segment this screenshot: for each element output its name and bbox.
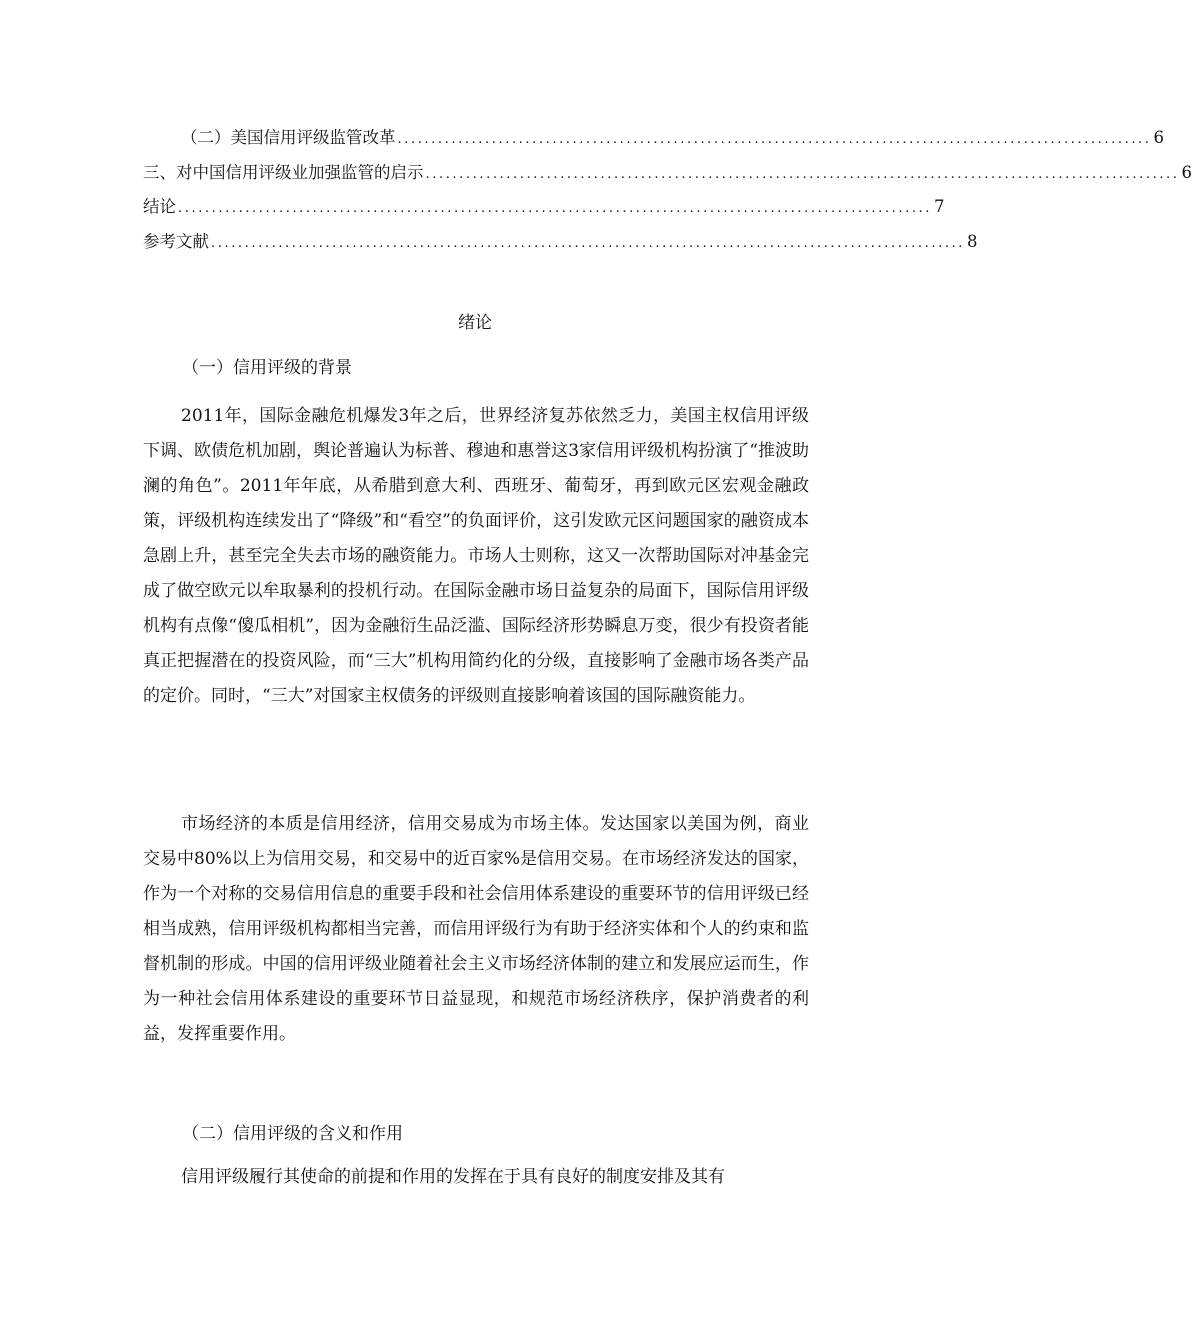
toc-entry-title: 结论 [143,197,176,216]
toc-page-number: 6 [1153,128,1165,147]
toc-page-number: 7 [934,197,945,216]
toc-entry[interactable] [143,124,1165,159]
toc-page-number: 8 [967,231,978,251]
toc-entry-title: 参考文献 [143,231,209,251]
toc-entry-title: 三、对中国信用评级业加强监管的启示 [143,162,424,182]
toc-dot-leader: ................................................................................................................ [178,201,933,216]
toc-entry[interactable] [143,193,945,228]
paragraph-background: 2011年，国际金融危机爆发3年之后，世界经济复苏依然乏力，美国主权信用评级下调、欧债危机加剧，舆论普遍认为标普、穆迪和惠誉这3家信用评级机构扮演了“推波助澜的角色”。2011年年底，从希腊到意大利、西班牙、葡萄牙，再到欧元区宏观金融政策，评级机构连续发出了“降级”和“看空”的负面评价，这引发欧元区问题国家的融资成本急剧上升，甚至完全失去市场的融资能力。市场人士则称，这又一次帮助国际对冲基金完成了做空欧元以牟取暴利的投机行动。在国际金融市场日益复杂的局面下，国际信用评级机构有点像“傻瓜相机”，因为金融衍生品泛滥、国际经济形势瞬息万变，很少有投资者能真正把握潜在的投资风险，而“三大”机构用简约化的分级，直接影响了金融市场各类产品的定价。同时，“三大”对国家主权债务的评级则直接影响着该国的国际融资能力。 [143,406,809,706]
section-heading-background: （一）信用评级的背景 [182,358,352,378]
toc-page-number: 6 [1181,162,1192,182]
toc-dot-leader: ................................................................................................................ [425,166,1180,182]
chapter-heading: 绪论 [458,313,492,333]
section-heading-definition: （二）信用评级的含义和作用 [182,1124,403,1144]
table-of-contents [143,124,1192,262]
toc-entry[interactable] [143,228,978,263]
toc-entry-title: （二）美国信用评级监管改革 [181,128,396,147]
paragraph-market-economy: 市场经济的本质是信用经济，信用交易成为市场主体。发达国家以美国为例，商业交易中80%以上为信用交易，和交易中的近百家%是信用交易。在市场经济发达的国家，作为一个对称的交易信用信息的重要手段和社会信用体系建设的重要环节的信用评级已经相当成熟，信用评级机构都相当完善，而信用评级行为有助于经济实体和个人的约束和监督机制的形成。中国的信用评级业随着社会主义市场经济体制的建立和发展应运而生，作为一种社会信用体系建设的重要环节日益显现，和规范市场经济秩序，保护消费者的利益，发挥重要作用。 [143,814,809,1044]
toc-entry[interactable] [143,159,1192,194]
toc-dot-leader: ................................................................................................................ [211,235,966,251]
toc-dot-leader: ................................................................................................................ [397,132,1152,147]
paragraph-definition: 信用评级履行其使命的前提和作用的发挥在于具有良好的制度安排及其有 [181,1167,725,1187]
